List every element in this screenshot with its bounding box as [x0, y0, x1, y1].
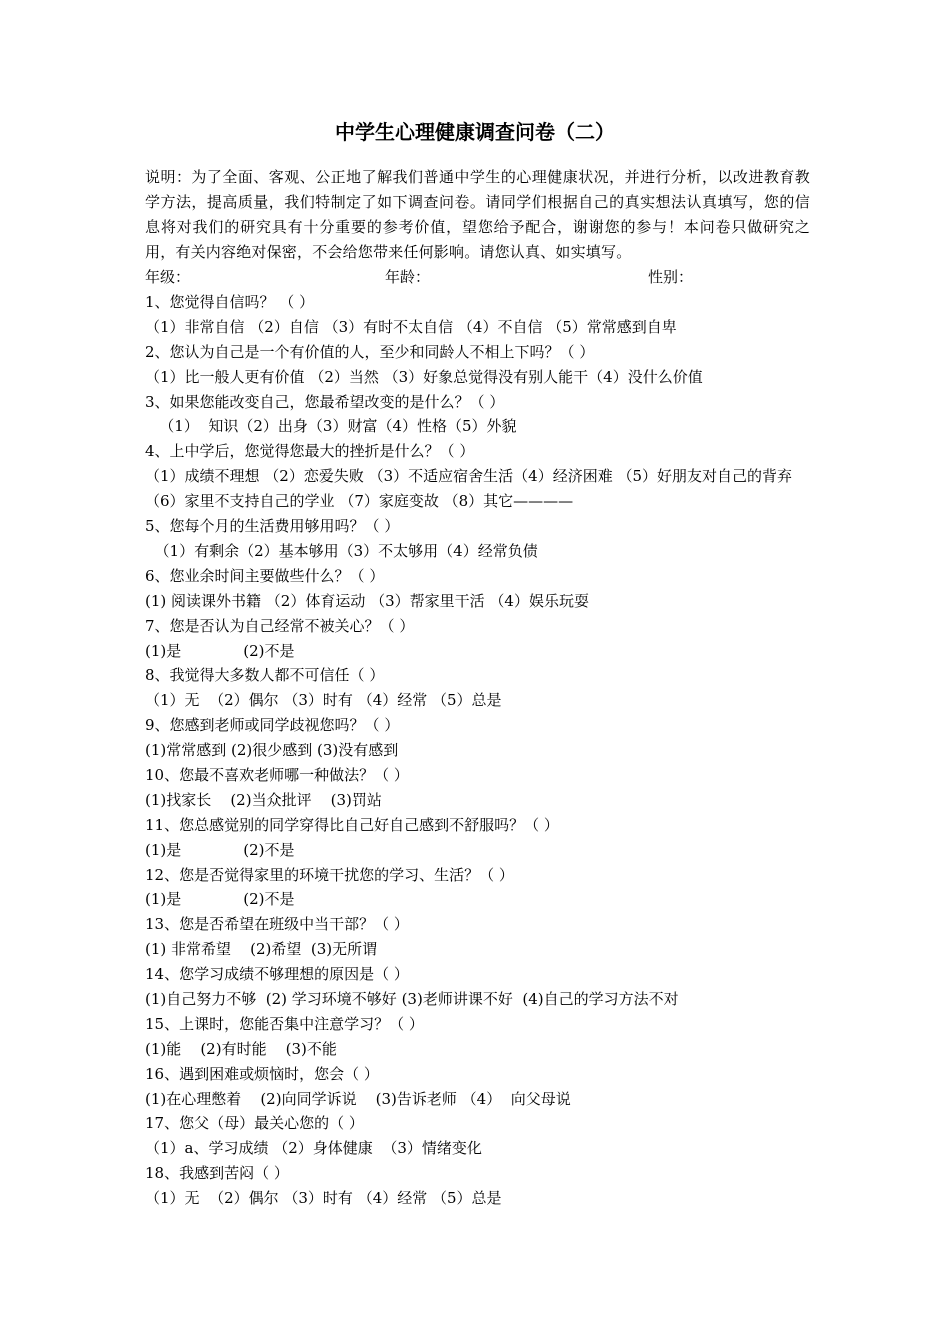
question-list [145, 290, 810, 1211]
age-label: 年龄： [385, 268, 431, 286]
sex-label: 性别： [648, 268, 694, 286]
question-12: 12、您是否觉得家里的环境干扰您的学习、生活？（ ） [145, 865, 514, 884]
question-5: 5、您每个月的生活费用够用吗？（ ） [145, 517, 400, 536]
question-17: 17、您父（母）最关心您的（ ） [145, 1114, 364, 1133]
question-16: 16、遇到困难或烦恼时，您会（ ） [145, 1064, 379, 1083]
question-4: 4、上中学后，您觉得您最大的挫折是什么？（ ） [145, 442, 475, 461]
options-3: （1） 知识（2）出身（3）财富（4）性格（5）外貌 [145, 417, 517, 436]
options-16: (1)在心理憋着 (2)向同学诉说 (3)告诉老师 （4） 向父母说 [145, 1089, 571, 1108]
question-10: 10、您最不喜欢老师哪一种做法？（ ） [145, 765, 409, 784]
question-2: 2、您认为自己是一个有价值的人，至少和同龄人不相上下吗？（ ） [145, 342, 595, 361]
options-9: (1)常常感到 (2)很少感到 (3)没有感到 [145, 741, 399, 760]
options-18: （1）无 （2）偶尔 （3）时有 （4）经常 （5）总是 [145, 1189, 502, 1208]
intro-paragraph: 说明：为了全面、客观、公正地了解我们普通中学生的心理健康状况，并进行分析，以改进教育教学方法，提高质量，我们特制定了如下调查问卷。请同学们根据自己的真实想法认真填写，您的信息将对我们的研究具有十分重要的参考价值，望您给予配合，谢谢您的参与！本问卷只做研究之用，有关内容绝对保密，不会给您带来任何影响。请您认真、如实填写。 [145, 168, 810, 261]
question-11: 11、您总感觉别的同学穿得比自己好自己感到不舒服吗？（ ） [145, 815, 559, 834]
question-13: 13、您是否希望在班级中当干部？（ ） [145, 915, 409, 934]
question-1: 1、您觉得自信吗？ （ ） [145, 293, 315, 311]
options-11: (1)是 (2)不是 [145, 840, 295, 859]
question-18: 18、我感到苦闷（ ） [145, 1164, 289, 1183]
question-8: 8、我觉得大多数人都不可信任（ ） [145, 666, 385, 685]
page-title: 中学生心理健康调查问卷（二） [335, 120, 615, 144]
question-3: 3、如果您能改变自己，您最希望改变的是什么？（ ） [145, 392, 505, 411]
options-13: (1) 非常希望 (2)希望 (3)无所谓 [145, 940, 378, 959]
options-12: (1)是 (2)不是 [145, 890, 295, 909]
grade-label: 年级： [145, 268, 191, 286]
question-9: 9、您感到老师或同学歧视您吗？（ ） [145, 716, 400, 735]
options-8: （1）无 （2）偶尔 （3）时有 （4）经常 （5）总是 [145, 691, 502, 710]
info-row [145, 265, 810, 290]
options-2: （1）比一般人更有价值 （2）当然 （3）好象总觉得没有别人能干（4）没什么价值 [145, 367, 703, 386]
options-5: （1）有剩余（2）基本够用（3）不太够用（4）经常负债 [145, 541, 538, 560]
options-14: (1)自己努力不够 (2) 学习环境不够好 (3)老师讲课不好 (4)自己的学习方法不对 [145, 989, 679, 1008]
question-14: 14、您学习成绩不够理想的原因是（ ） [145, 965, 409, 984]
options-15: (1)能 (2)有时能 (3)不能 [145, 1039, 337, 1058]
question-15: 15、上课时，您能否集中注意学习？（ ） [145, 1014, 424, 1033]
options-7: (1)是 (2)不是 [145, 641, 295, 660]
question-6: 6、您业余时间主要做些什么？（ ） [145, 566, 385, 585]
options-17: （1）a、学习成绩 （2）身体健康 （3）情绪变化 [145, 1139, 482, 1158]
options-10: (1)找家长 (2)当众批评 (3)罚站 [145, 790, 382, 809]
options-4: （1）成绩不理想 （2）恋爱失败 （3）不适应宿舍生活（4）经济困难 （5）好朋友对自己的背弃（6）家里不支持自己的学业 （7）家庭变故 （8）其它———— [145, 467, 793, 511]
question-7: 7、您是否认为自己经常不被关心？（ ） [145, 616, 415, 635]
options-1: （1）非常自信 （2）自信 （3）有时不太自信 （4）不自信 （5）常常感到自卑 [145, 317, 677, 336]
options-6: (1) 阅读课外书籍 （2）体育运动 （3）帮家里干活 （4）娱乐玩耍 [145, 591, 589, 610]
